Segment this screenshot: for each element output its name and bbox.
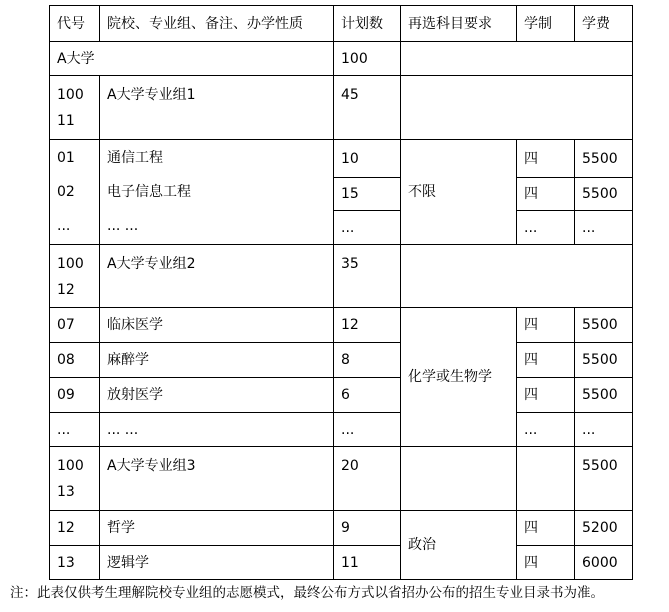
major-plan: ...: [334, 211, 401, 245]
group-plan: 35: [334, 245, 401, 308]
major-years: 四: [517, 546, 575, 580]
group-code: 100 13: [50, 447, 100, 511]
group-row: [50, 76, 633, 140]
major-years: ...: [517, 211, 575, 245]
major-fee: 5500: [575, 140, 633, 178]
major-plan: 8: [334, 343, 401, 378]
major-years: 四: [517, 511, 575, 546]
university-row: [50, 42, 633, 76]
major-years: ...: [517, 413, 575, 447]
major-row: [50, 413, 633, 447]
major-row: [50, 343, 633, 378]
major-fee: 5500: [575, 378, 633, 413]
major-fee: 5200: [575, 511, 633, 546]
major-fee: 6000: [575, 546, 633, 580]
group-requirement-blank: [401, 447, 517, 511]
major-code: 09: [50, 378, 100, 413]
group-blank: [401, 245, 633, 308]
major-name: 临床医学: [100, 308, 334, 343]
major-fee: ...: [575, 413, 633, 447]
major-name: 麻醉学: [100, 343, 334, 378]
major-plan: ...: [334, 413, 401, 447]
major-row: [50, 511, 633, 546]
group-row: [50, 245, 633, 308]
major-fee: 5500: [575, 343, 633, 378]
university-blank: [401, 42, 633, 76]
major-fee: 5500: [575, 178, 633, 211]
group-plan: 45: [334, 76, 401, 140]
major-name: ... ...: [100, 413, 334, 447]
subject-requirement: 不限: [401, 140, 517, 245]
major-row: [50, 546, 633, 580]
subject-requirement: 政治: [401, 511, 517, 580]
major-years: 四: [517, 178, 575, 211]
major-row: [50, 378, 633, 413]
major-name: 放射医学: [100, 378, 334, 413]
major-plan: 12: [334, 308, 401, 343]
major-codes: 01 02 ...: [50, 140, 100, 245]
university-name: A大学: [50, 42, 334, 76]
group-name: A大学专业组3: [100, 447, 334, 511]
major-years: 四: [517, 308, 575, 343]
major-plan: 10: [334, 140, 401, 178]
major-years: 四: [517, 343, 575, 378]
major-code: 12: [50, 511, 100, 546]
group-plan: 20: [334, 447, 401, 511]
footnote: 注：此表仅供考生理解院校专业组的志愿模式，最终公布方式以省招办公布的招生专业目录书为准。: [10, 585, 604, 601]
group-row: [50, 447, 633, 511]
group-blank: [401, 76, 633, 140]
admission-plan-table: [49, 5, 633, 580]
header-code: 代号: [50, 6, 100, 42]
major-years: 四: [517, 378, 575, 413]
major-code: 07: [50, 308, 100, 343]
header-years: 学制: [517, 6, 575, 42]
header-fee: 学费: [575, 6, 633, 42]
major-code: ...: [50, 413, 100, 447]
subject-requirement: 化学或生物学: [401, 308, 517, 447]
header-institution: 院校、专业组、备注、办学性质: [100, 6, 334, 42]
group-years-blank: [517, 447, 575, 511]
major-row: [50, 308, 633, 343]
group-code: 100 11: [50, 76, 100, 140]
group-name: A大学专业组1: [100, 76, 334, 140]
header-row: [50, 6, 633, 42]
major-plan: 11: [334, 546, 401, 580]
major-code: 08: [50, 343, 100, 378]
group-fee: 5500: [575, 447, 633, 511]
major-names: 通信工程 电子信息工程 ... ...: [100, 140, 334, 245]
header-plan: 计划数: [334, 6, 401, 42]
major-plan: 9: [334, 511, 401, 546]
major-plan: 15: [334, 178, 401, 211]
major-name: 逻辑学: [100, 546, 334, 580]
group-name: A大学专业组2: [100, 245, 334, 308]
admission-plan-table-wrapper: [49, 5, 633, 580]
university-plan: 100: [334, 42, 401, 76]
group-code: 100 12: [50, 245, 100, 308]
major-row: [50, 140, 633, 178]
major-fee: 5500: [575, 308, 633, 343]
major-years: 四: [517, 140, 575, 178]
major-fee: ...: [575, 211, 633, 245]
major-name: 哲学: [100, 511, 334, 546]
major-plan: 6: [334, 378, 401, 413]
major-code: 13: [50, 546, 100, 580]
header-requirement: 再选科目要求: [401, 6, 517, 42]
